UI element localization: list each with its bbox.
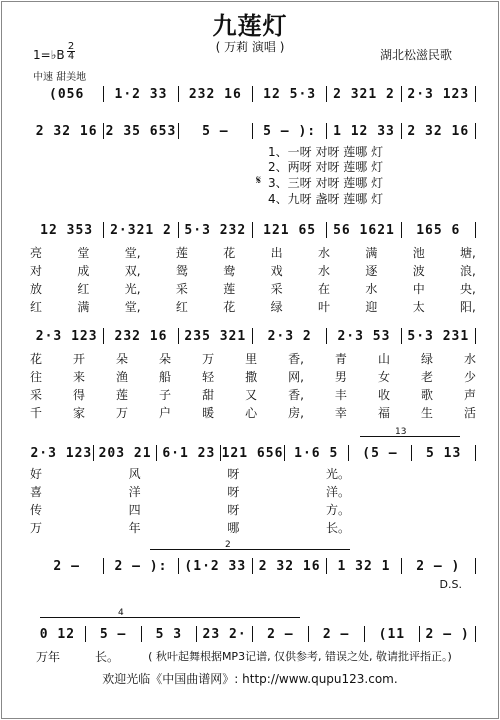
lyrics-c-3 [30,501,350,518]
lyric-syllable: 往 [30,370,43,384]
staff-line-3 [30,220,476,240]
end-lyric-1: 万年 [36,650,61,664]
measure: (5 – [362,445,398,461]
lyric-syllable: 生 [420,406,433,420]
lyric-syllable: 传 [30,503,43,517]
lyric-syllable: 莲 [175,246,188,260]
lyric-syllable: 水 [463,352,476,366]
verse-line-4: 4、九呀 盏呀 莲哪 灯 [268,192,384,206]
measure: 235 321 [184,328,247,344]
lyric-syllable: 对 [30,264,43,278]
song-title: 九莲灯 [212,12,288,40]
lyric-syllable: 得 [73,388,86,402]
lyric-syllable: 满 [365,246,378,260]
lyric-syllable: 红 [77,282,90,296]
lyric-syllable: 红 [30,300,43,314]
lyrics-a-4 [30,298,476,315]
lyric-syllable: 莲 [223,282,236,296]
lyric-syllable: 水 [317,246,330,260]
lyrics-a-1 [30,244,476,261]
lyric-syllable: 满 [77,300,90,314]
lyric-syllable: 光, [124,282,141,296]
lyric-syllable: 堂 [77,246,90,260]
lyric-syllable: 堂, [124,300,141,314]
lyric-syllable: 水 [317,264,330,278]
measure: (056 [49,86,85,102]
measure: 2·3 53 [337,328,391,344]
lyric-syllable: 年 [128,521,141,535]
measure: 5 – [202,123,229,139]
measure: 121 656 [221,445,284,461]
lyric-syllable: 幸 [334,406,347,420]
staff-line-4 [30,326,476,346]
lyric-syllable: 堂, [124,246,141,260]
verse-line-3: 3、三呀 对呀 莲哪 灯 [268,176,384,190]
measure: 5 – [99,626,127,642]
lyric-syllable: 喜 [30,485,43,499]
measure: 2 – [53,558,80,574]
lyric-syllable: 波 [412,264,425,278]
measure: 6·1 23 [162,445,216,461]
measure: 2·3 123 [35,328,98,344]
end-lyric-2: 长。 [95,650,120,664]
key-signature: 1=♭B [33,48,65,62]
time-denominator: 4 [67,51,75,62]
measure: (11 [378,626,406,642]
lyric-syllable: 心 [245,406,258,420]
staff-line-5 [30,443,476,463]
measure: (1·2 33 [184,558,247,574]
lyric-syllable: 青 [334,352,347,366]
lyric-syllable: 呀 [227,503,240,517]
time-numerator: 2 [67,41,75,52]
lyric-syllable: 又 [245,388,258,402]
lyric-syllable: 迎 [365,300,378,314]
barline [475,123,476,139]
measure: 56 1621 [333,222,395,238]
transcription-note: ( 秋叶起舞根据MP3记谱, 仅供参考, 错误之处, 敬请批评指正。) [148,650,452,663]
lyric-syllable: 出 [270,246,283,260]
lyric-syllable: 呀 [227,485,240,499]
measure: 2 – ) [416,558,461,574]
lyric-syllable: 网, [288,370,304,384]
lyric-syllable: 女 [377,370,390,384]
lyric-syllable: 叶 [317,300,330,314]
lyrics-b-2 [30,368,476,385]
measure: 5 – ): [263,123,317,139]
lyric-syllable: 逐 [365,264,378,278]
measure: 23 2· [202,626,247,642]
volta-bracket-2 [150,549,350,550]
lyric-syllable: 朵 [116,352,129,366]
dal-segno-mark: D.S. [439,578,462,591]
lyric-syllable: 洋 [128,485,141,499]
volta-number-3: 4 [118,608,124,618]
lyric-syllable: 太 [412,300,425,314]
measure: 2 321 2 [333,86,395,102]
time-signature [67,42,75,61]
lyric-syllable: 呀 [227,467,240,481]
lyric-syllable: 塘, [460,246,476,260]
measure: 203 21 [98,445,152,461]
lyric-syllable: 鸯 [223,264,236,278]
measure: 2·3 2 [267,328,312,344]
staff-line-2 [30,121,476,141]
barline [475,222,476,238]
tempo-marking: 中速 甜美地 [33,72,87,83]
lyrics-b-4 [30,404,476,421]
lyric-syllable: 声 [463,388,476,402]
website-credit: 欢迎光临《中国曲谱网》: http://www.qupu123.com. [102,672,398,686]
lyric-syllable: 香, [288,388,304,402]
lyric-syllable: 男 [334,370,347,384]
lyric-syllable: 采 [30,388,43,402]
measure: 1·2 33 [114,86,168,102]
barline [475,558,476,574]
measure: 5·3 231 [407,328,470,344]
measure: 2 – ) [425,626,470,642]
lyric-syllable: 在 [317,282,330,296]
measure: 2 – [267,626,294,642]
lyric-syllable: 暖 [202,406,215,420]
measure: 2 35 653 [105,123,177,139]
lyric-syllable: 绿 [420,352,433,366]
lyric-syllable: 子 [159,388,172,402]
volta-bracket-3 [40,617,300,618]
lyric-syllable: 双, [124,264,141,278]
measure: 5·3 232 [184,222,247,238]
lyric-syllable: 四 [128,503,141,517]
lyrics-c-4 [30,519,350,536]
lyric-syllable: 渔 [116,370,129,384]
lyric-syllable: 花 [223,246,236,260]
lyrics-a-3 [30,280,476,297]
lyric-syllable: 风 [128,467,141,481]
lyric-syllable: 池 [412,246,425,260]
volta-number-2: 2 [225,540,231,550]
measure: 2 32 16 [258,558,321,574]
measure: 0 12 [39,626,76,642]
lyric-syllable: 万 [202,352,215,366]
lyric-syllable: 船 [159,370,172,384]
lyric-syllable: 戏 [270,264,283,278]
lyric-syllable: 房, [288,406,304,420]
lyric-syllable: 千 [30,406,43,420]
lyric-syllable: 红 [175,300,188,314]
lyric-syllable: 撒 [245,370,258,384]
measure: 1 32 1 [337,558,391,574]
measure: 165 6 [416,222,461,238]
lyric-syllable: 花 [30,352,43,366]
lyric-syllable: 朵 [159,352,172,366]
lyric-syllable: 成 [77,264,90,278]
verse-line-1: 1、一呀 对呀 莲哪 灯 [268,145,384,159]
lyric-syllable: 央, [460,282,476,296]
lyric-syllable: 老 [420,370,433,384]
lyric-syllable: 家 [73,406,86,420]
lyric-syllable: 活 [463,406,476,420]
lyric-syllable: 里 [245,352,258,366]
measure: 12 5·3 [263,86,317,102]
lyrics-c-2 [30,483,350,500]
measure: 5 3 [155,626,183,642]
measure: 1 12 33 [333,123,395,139]
lyric-syllable: 万 [116,406,129,420]
lyric-syllable: 万 [30,521,43,535]
segno-mark: 𝄋 [256,173,262,187]
measure: 232 16 [114,328,168,344]
lyric-syllable: 放 [30,282,43,296]
lyric-syllable: 采 [175,282,188,296]
lyric-syllable: 少 [463,370,476,384]
measure: 2 – ): [114,558,168,574]
lyric-syllable: 水 [365,282,378,296]
measure: 2 – [322,626,350,642]
lyric-syllable: 光。 [325,467,350,481]
lyrics-c-1 [30,465,350,482]
lyric-syllable: 收 [377,388,390,402]
lyric-syllable: 长。 [325,521,350,535]
lyric-syllable: 丰 [334,388,347,402]
lyric-syllable: 开 [73,352,86,366]
lyric-syllable: 浪, [460,264,476,278]
lyrics-a-2 [30,262,476,279]
lyric-syllable: 采 [270,282,283,296]
lyric-syllable: 中 [412,282,425,296]
measure: 232 16 [188,86,242,102]
barline [475,328,476,344]
staff-line-1 [30,84,476,104]
measure: 121 65 [263,222,317,238]
lyric-syllable: 轻 [202,370,215,384]
measure: 2·3 123 [407,86,470,102]
staff-line-7 [30,624,476,644]
lyric-syllable: 洋。 [325,485,350,499]
verse-line-2: 2、两呀 对呀 莲哪 灯 [268,160,384,174]
song-source: 湖北松滋民歌 [379,48,452,62]
measure: 2·3 123 [30,445,93,461]
volta-number-1: 13 [395,427,407,437]
lyric-syllable: 福 [377,406,390,420]
lyric-syllable: 户 [159,406,172,420]
lyric-syllable: 鸳 [175,264,188,278]
volta-bracket-1 [360,436,460,437]
singer-credit: ( 万莉 演唱 ) [215,40,285,54]
barline [475,445,476,461]
lyric-syllable: 歌 [420,388,433,402]
measure: 5 13 [426,445,462,461]
measure: 1·6 5 [294,445,339,461]
lyric-syllable: 花 [223,300,236,314]
lyrics-b-1 [30,350,476,367]
lyric-syllable: 山 [377,352,390,366]
measure: 2 32 16 [35,123,98,139]
measure: 2 32 16 [407,123,470,139]
lyric-syllable: 亮 [30,246,43,260]
lyric-syllable: 好 [30,467,43,481]
staff-line-6 [30,556,476,576]
lyric-syllable: 来 [73,370,86,384]
lyric-syllable: 甜 [202,388,215,402]
measure: 2·321 2 [110,222,172,238]
lyric-syllable: 香, [288,352,304,366]
lyric-syllable: 阳, [460,300,476,314]
barline [475,86,476,102]
barline [475,626,476,642]
lyric-syllable: 哪 [227,521,240,535]
lyric-syllable: 绿 [270,300,283,314]
lyric-syllable: 莲 [116,388,129,402]
lyrics-b-3 [30,386,476,403]
lyric-syllable: 方。 [325,503,350,517]
measure: 12 353 [40,222,94,238]
